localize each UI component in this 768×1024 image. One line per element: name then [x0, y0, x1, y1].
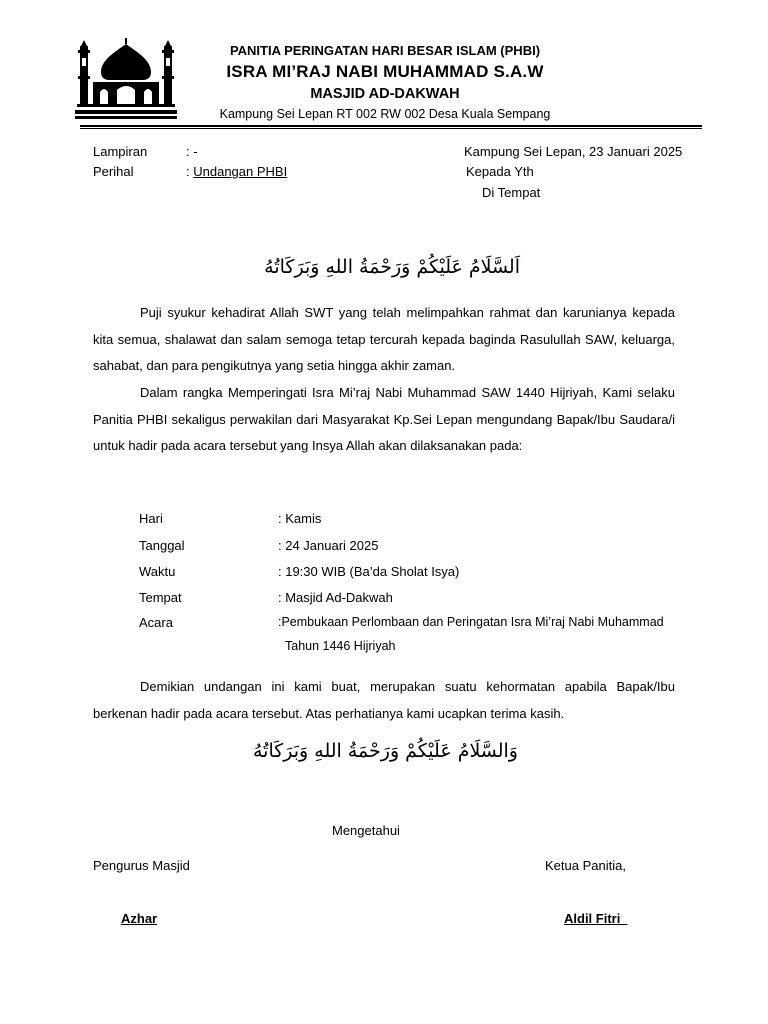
place-date: Kampung Sei Lepan, 23 Januari 2025: [464, 144, 683, 159]
address: Kampung Sei Lepan RT 002 RW 002 Desa Kuala Sempang: [219, 107, 551, 121]
detail-value-acara-cont: Tahun 1446 Hijriyah: [285, 639, 396, 653]
detail-label-waktu: Waktu: [139, 564, 176, 579]
right-signatory-name: Aldil Fitri: [564, 911, 628, 926]
committee-title: PANITIA PERINGATAN HARI BESAR ISLAM (PHBI): [229, 43, 541, 58]
perihal-label: Perihal: [93, 164, 134, 179]
detail-value-hari: : Kamis: [278, 511, 322, 526]
detail-label-acara: Acara: [139, 615, 173, 630]
closing-greeting: وَالسَّلَامُ عَلَيْكُمْ وَرَحْمَةُ اللهِ وَبَرَكَاتُهُ: [252, 740, 518, 762]
opening-greeting: اَلسَّلَامُ عَلَيْكُمْ وَرَحْمَةُ اللهِ وَبَرَكَاتُهُ: [264, 256, 520, 278]
event-title: ISRA MI’RAJ NABI MUHAMMAD S.A.W: [226, 62, 544, 81]
lampiran-label: Lampiran: [93, 144, 148, 159]
left-signatory-title: Pengurus Masjid: [93, 858, 190, 873]
header-divider: [80, 125, 702, 129]
recipient-place: Di Tempat: [482, 185, 541, 200]
detail-value-waktu: : 19:30 WIB (Ba’da Sholat Isya): [278, 564, 460, 579]
perihal-value: : Undangan PHBI: [186, 164, 288, 179]
right-signatory-title: Ketua Panitia,: [545, 858, 626, 873]
detail-label-tempat: Tempat: [139, 590, 182, 605]
detail-value-tempat: : Masjid Ad-Dakwah: [278, 590, 393, 605]
detail-label-tanggal: Tanggal: [139, 538, 185, 553]
detail-value-acara: :Pembukaan Perlombaan dan Peringatan Isra Mi’raj Nabi Muhammad: [278, 615, 664, 629]
paragraph-opening: Puji syukur kehadirat Allah SWT yang telah melimpahkan rahmat dan karunianya kepada kita semua, shalawat dan salam semoga tetap tercurah kepada baginda Rasulullah SAW, keluarga, sahabat, dan para pengikutnya yang setia hingga akhir zaman.: [93, 305, 675, 373]
recipient: Kepada Yth: [466, 164, 534, 179]
paragraph-closing: Demikian undangan ini kami buat, merupakan suatu kehormatan apabila Bapak/Ibu berkenan hadir pada acara tersebut. Atas perhatianya kami ucapkan terima kasih.: [93, 679, 675, 721]
mosque-icon: [75, 38, 177, 120]
left-signatory-name: Azhar: [121, 911, 158, 926]
acknowledged-label: Mengetahui: [332, 823, 400, 838]
lampiran-value: : -: [186, 144, 198, 159]
detail-value-tanggal: : 24 Januari 2025: [278, 538, 379, 553]
detail-label-hari: Hari: [139, 511, 163, 526]
mosque-name: MASJID AD-DAKWAH: [310, 86, 460, 102]
paragraph-invitation: Dalam rangka Memperingati Isra Mi’raj Nabi Muhammad SAW 1440 Hijriyah, Kami selaku Panitia PHBI sekaligus perwakilan dari Masyarakat Kp.Sei Lepan mengundang Bapak/Ibu Saudara/i untuk hadir pada acara tersebut yang Insya Allah akan dilaksanakan pada:: [93, 385, 675, 453]
